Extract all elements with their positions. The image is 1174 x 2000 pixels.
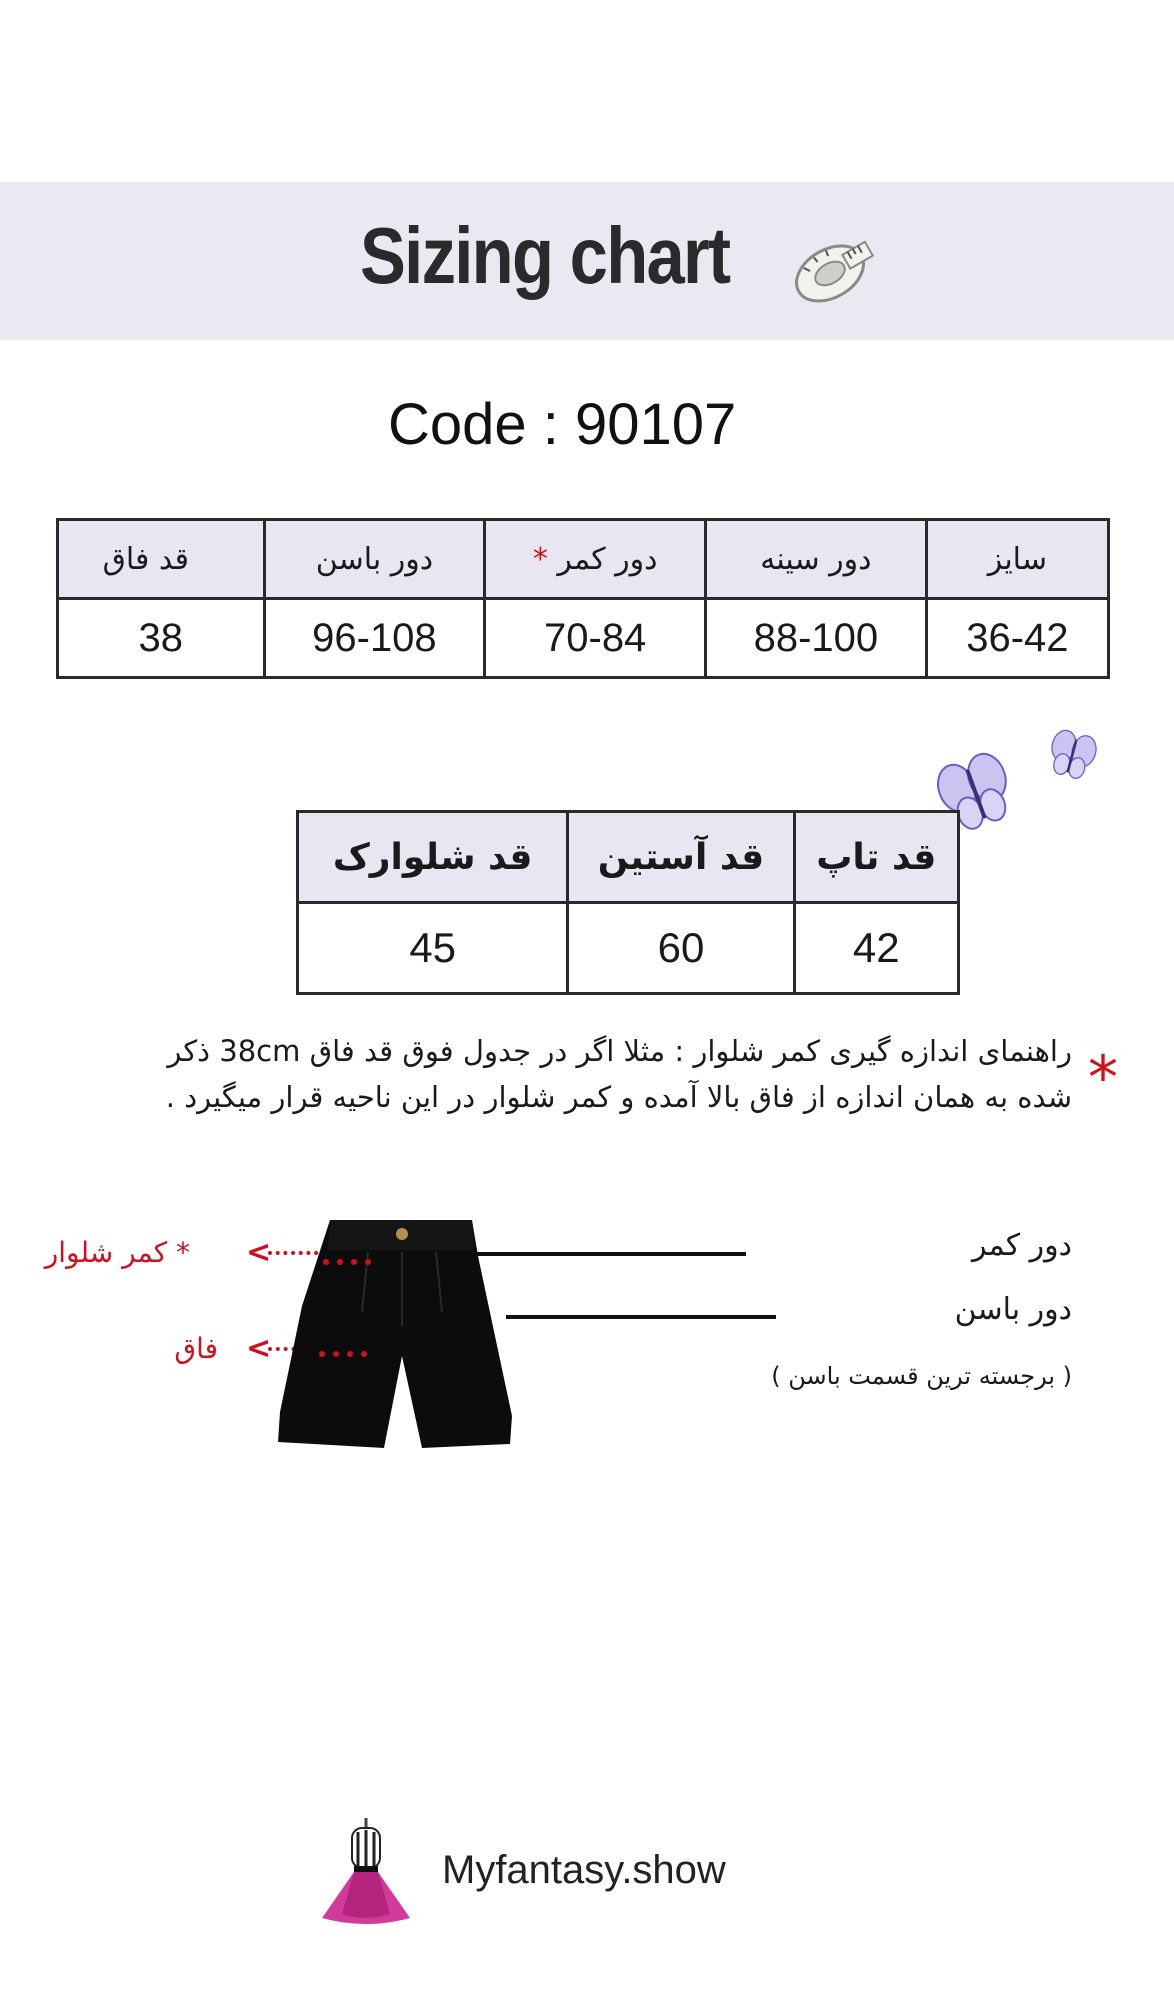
butterfly-icon (936, 722, 1106, 852)
size-table (56, 518, 1110, 679)
label-hip-note: ( برجسته ترین قسمت باسن ) (771, 1362, 1072, 1390)
value-top-length: 42 (794, 903, 958, 994)
value-sleeve-length: 60 (568, 903, 794, 994)
waist-guide-line (476, 1252, 746, 1256)
guide-line-2: شده به همان اندازه از فاق بالا آمده و کمر شلوار در این ناحیه قرار میگیرد . (165, 1080, 1072, 1114)
value-hip: 96-108 (264, 599, 485, 678)
waist-star: * (532, 541, 548, 577)
length-table-header-row (298, 812, 959, 903)
header-top-length: قد تاپ (794, 812, 958, 903)
header-shorts-length: قد شلوارک (298, 812, 568, 903)
dress-mannequin-icon (316, 1818, 416, 1928)
header-size: سایز (926, 520, 1108, 599)
arrow-waist-icon: < (246, 1235, 272, 1270)
header-waist-label: دور کمر (557, 541, 658, 577)
header-waist (485, 520, 706, 599)
product-code: Code : 90107 (388, 392, 737, 457)
header-chest: دور سینه (706, 520, 927, 599)
value-size: 36-42 (926, 599, 1108, 678)
arrow-rise-icon: < (246, 1331, 272, 1366)
header-sleeve-length: قد آستین (568, 812, 794, 903)
value-chest: 88-100 (706, 599, 927, 678)
value-shorts-length: 45 (298, 903, 568, 994)
brand-name: Myfantasy.show (442, 1848, 726, 1892)
header-inseam: قد فاق (58, 520, 265, 599)
page-title: Sizing chart (360, 211, 730, 300)
note-star: * (1088, 1043, 1118, 1113)
guide-line-1: راهنمای اندازه گیری کمر شلوار : مثلا اگر در جدول فوق قد فاق 38cm ذکر (167, 1034, 1072, 1068)
length-table-value-row (298, 903, 959, 994)
size-table-value-row (58, 599, 1109, 678)
label-trouser-waist: * کمر شلوار (44, 1236, 190, 1269)
length-table (296, 810, 960, 995)
measurement-guide-note (82, 1028, 1072, 1120)
size-table-header-row (58, 520, 1109, 599)
hip-guide-line (506, 1315, 776, 1319)
value-inseam: 38 (58, 599, 265, 678)
label-waist-circumference: دور کمر (971, 1228, 1072, 1263)
label-rise: فاق (174, 1332, 218, 1365)
label-hip-circumference: دور باسن (954, 1292, 1072, 1327)
measuring-tape-icon (778, 224, 878, 316)
header-hip: دور باسن (264, 520, 485, 599)
value-waist: 70-84 (485, 599, 706, 678)
